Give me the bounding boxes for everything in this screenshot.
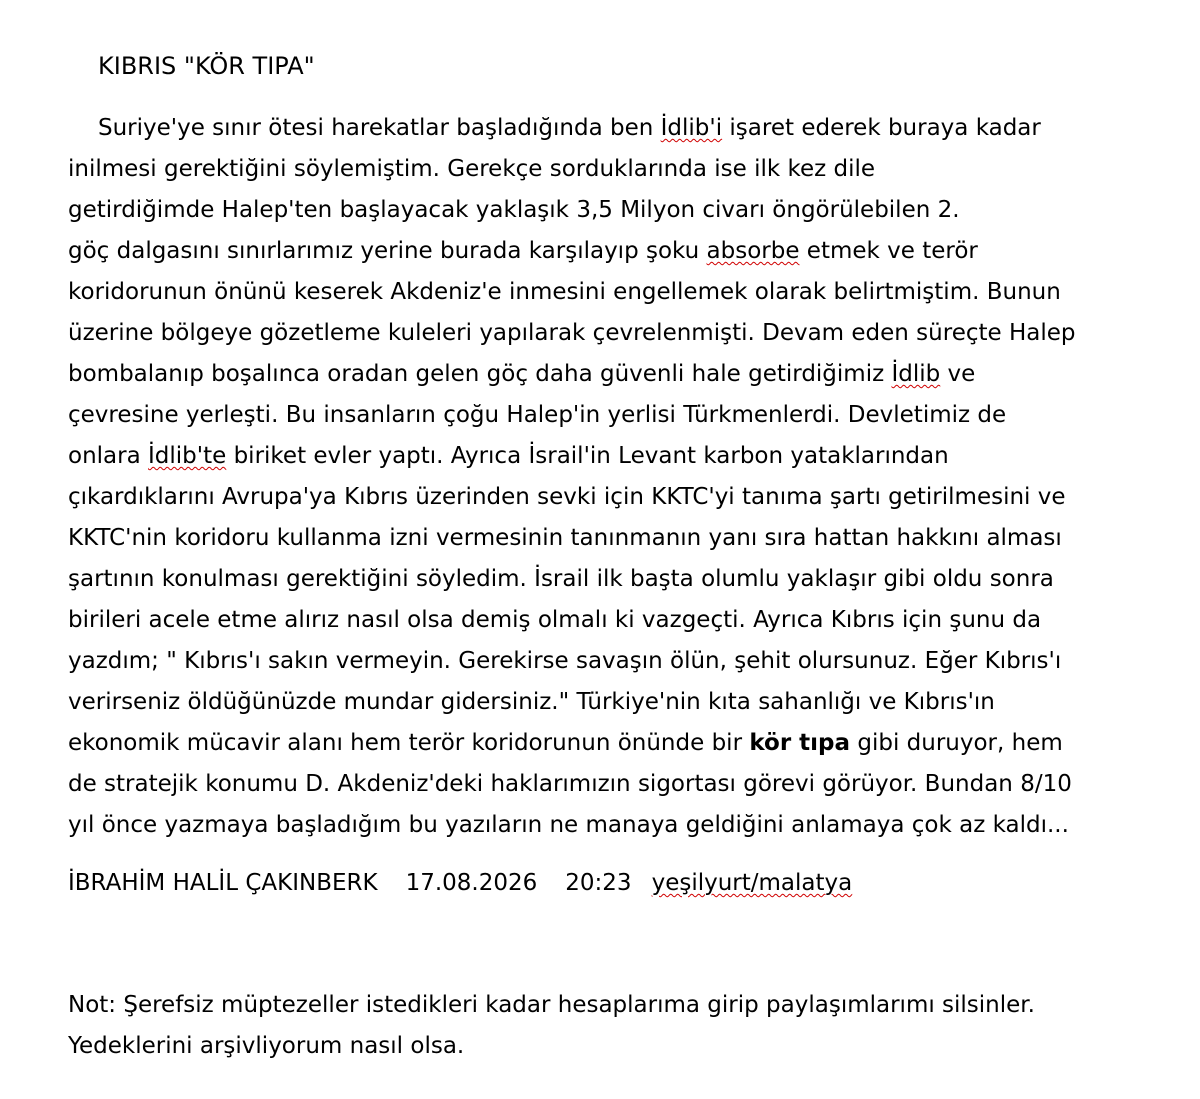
- note-block: [68, 985, 1168, 1067]
- signature-location: yeşilyurt/malatya: [651, 870, 853, 896]
- text-segment: üzerine bölgeye gözetleme kuleleri yapılarak çevrelenmişti. Devam eden süreçte Halep: [68, 320, 1076, 346]
- spellcheck-word: İdlib'i: [660, 115, 723, 141]
- paragraph-line: [68, 231, 1168, 272]
- paragraph-line: [68, 108, 1168, 149]
- paragraph-line: [68, 313, 1168, 354]
- text-segment: gibi duruyor, hem: [850, 730, 1063, 756]
- text-segment: Suriye'ye sınır ötesi harekatlar başladığında ben: [98, 115, 661, 141]
- text-segment: getirdiğimde Halep'ten başlayacak yaklaşık 3,5 Milyon civarı öngörülebilen 2.: [68, 197, 960, 223]
- paragraph-line: [68, 272, 1168, 313]
- spellcheck-word: İdlib'te: [148, 443, 227, 469]
- paragraph-line: [68, 395, 1168, 436]
- author-name: İBRAHİM HALİL ÇAKINBERK: [68, 870, 378, 896]
- paragraph-line: [68, 436, 1168, 477]
- text-segment: yazdım; " Kıbrıs'ı sakın vermeyin. Gerekirse savaşın ölün, şehit olursunuz. Eğer Kıbrıs'ı: [68, 648, 1062, 674]
- text-segment: çıkardıklarını Avrupa'ya Kıbrıs üzerinden sevki için KKTC'yi tanıma şartı getirilmesini ve: [68, 484, 1066, 510]
- text-segment: koridorunun önünü keserek Akdeniz'e inmesini engellemek olarak belirtmiştim. Bunun: [68, 279, 1061, 305]
- paragraph-line: [68, 518, 1168, 559]
- paragraph-line: [68, 682, 1168, 723]
- spellcheck-word: İdlib: [891, 361, 941, 387]
- text-segment: etmek ve terör: [799, 238, 978, 264]
- spellcheck-word: absorbe: [706, 238, 800, 264]
- bold-phrase: kör tıpa: [749, 730, 851, 756]
- document-paragraph: [68, 108, 1168, 846]
- text-segment: onlara: [68, 443, 148, 469]
- signature-line: [68, 866, 852, 900]
- text-segment: biriket evler yaptı. Ayrıca İsrail'in Levant karbon yataklarından: [226, 443, 949, 469]
- text-segment: ekonomik mücavir alanı hem terör koridorunun önünde bir: [68, 730, 750, 756]
- text-segment: inilmesi gerektiğini söylemiştim. Gerekçe sorduklarında ise ilk kez dile: [68, 156, 876, 182]
- text-segment: çevresine yerleşti. Bu insanların çoğu Halep'in yerlisi Türkmenlerdi. Devletimiz de: [68, 402, 1007, 428]
- paragraph-line: [68, 764, 1168, 805]
- text-segment: de stratejik konumu D. Akdeniz'deki haklarımızın sigortası görevi görüyor. Bundan 8/10: [68, 771, 1072, 797]
- text-segment: bombalanıp boşalınca oradan gelen göç daha güvenli hale getirdiğimiz: [68, 361, 892, 387]
- paragraph-line: [68, 641, 1168, 682]
- text-segment: ve: [940, 361, 976, 387]
- text-segment: işaret ederek buraya kadar: [722, 115, 1041, 141]
- document-title: KIBRIS "KÖR TIPA": [98, 52, 315, 80]
- paragraph-line: [68, 805, 1168, 846]
- paragraph-line: [68, 723, 1168, 764]
- paragraph-line: [68, 190, 1168, 231]
- paragraph-line: [68, 559, 1168, 600]
- text-segment: KKTC'nin koridoru kullanma izni vermesinin tanınmanın yanı sıra hattan hakkını alması: [68, 525, 1062, 551]
- text-segment: birileri acele etme alırız nasıl olsa demiş olmalı ki vazgeçti. Ayrıca Kıbrıs için şunu da: [68, 607, 1042, 633]
- note-line: Not: Şerefsiz müptezeller istedikleri kadar hesaplarıma girip paylaşımlarımı silsinler.: [68, 992, 1035, 1018]
- signature-date: 17.08.2026: [405, 870, 538, 896]
- note-line: Yedeklerini arşivliyorum nasıl olsa.: [68, 1033, 465, 1059]
- paragraph-line: [68, 477, 1168, 518]
- paragraph-line: [68, 600, 1168, 641]
- paragraph-line: [68, 149, 1168, 190]
- signature-time: 20:23: [565, 870, 632, 896]
- text-segment: göç dalgasını sınırlarımız yerine burada karşılayıp şoku: [68, 238, 707, 264]
- text-segment: verirseniz öldüğünüzde mundar gidersiniz." Türkiye'nin kıta sahanlığı ve Kıbrıs'ın: [68, 689, 995, 715]
- text-segment: şartının konulması gerektiğini söyledim. İsrail ilk başta olumlu yaklaşır gibi oldu sonra: [68, 566, 1054, 592]
- paragraph-line: [68, 354, 1168, 395]
- text-segment: yıl önce yazmaya başladığım bu yazıların ne manaya geldiğini anlamaya çok az kaldı...: [68, 812, 1069, 838]
